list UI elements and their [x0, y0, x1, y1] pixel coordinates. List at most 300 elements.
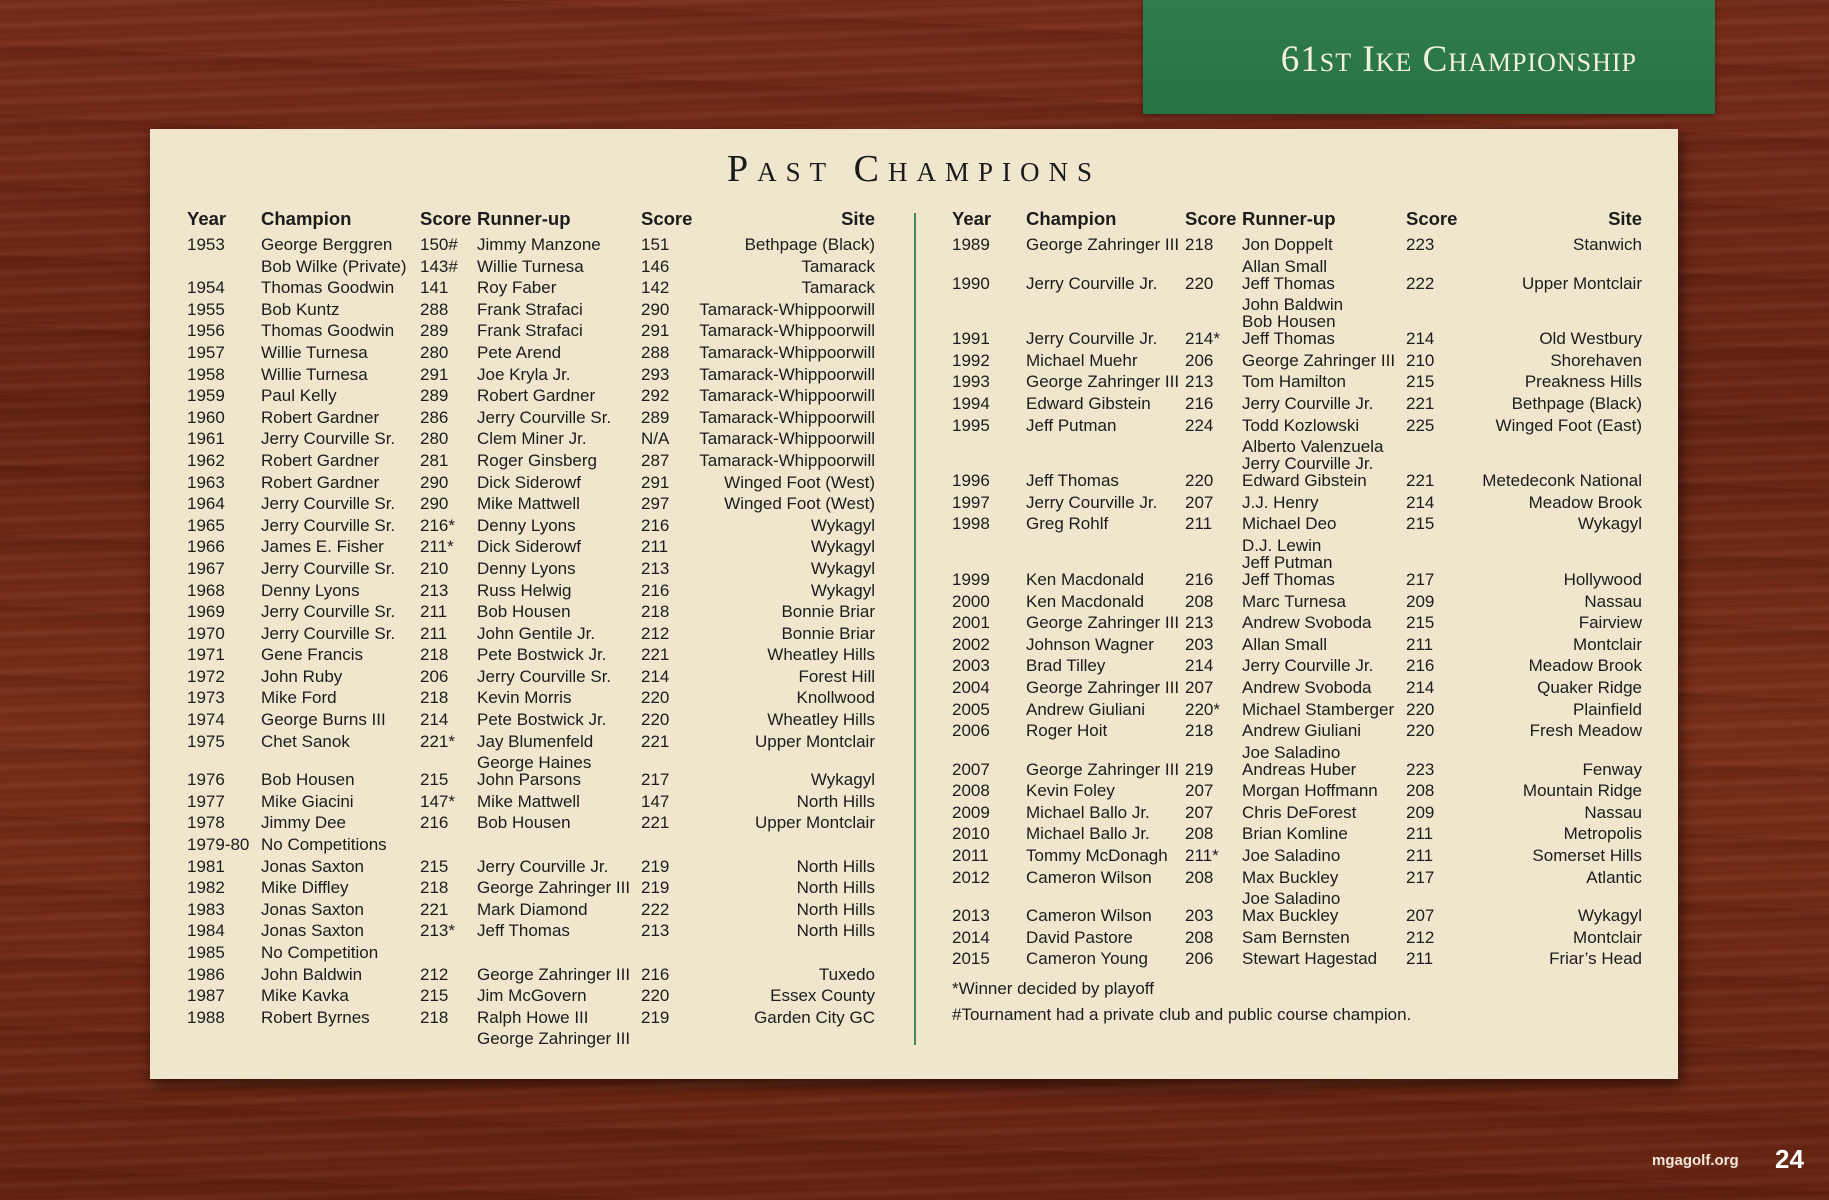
cell-year: 1995: [952, 415, 990, 435]
cell-champion: Jonas Saxton: [261, 899, 365, 919]
table-row: [187, 343, 875, 365]
table-row: [187, 900, 875, 922]
cell-site: Tamarack-Whippoorwill: [699, 299, 875, 319]
table-row: [187, 943, 875, 965]
cell-year: 2003: [952, 656, 990, 676]
cell-year: 2005: [952, 699, 990, 719]
header-champion: Champion: [261, 208, 352, 229]
table-row: [952, 570, 1642, 592]
table-row: [187, 792, 875, 814]
cell-runnerup-score: 223: [1406, 759, 1435, 779]
cell-year: 1975: [187, 731, 225, 751]
cell-runnerup: George Zahringer III: [477, 878, 631, 898]
cell-site: North Hills: [796, 921, 875, 941]
cell-runnerup: Jimmy Manzone: [477, 235, 601, 254]
table-row: [952, 493, 1642, 515]
cell-year: 1987: [187, 986, 225, 1006]
table-row: [187, 986, 875, 1008]
cell-site: Essex County: [770, 986, 875, 1006]
cell-site: North Hills: [796, 856, 875, 876]
cell-runnerup-score: 220: [1406, 699, 1435, 719]
cell-year: 1989: [952, 235, 990, 254]
cell-runnerup-score: 215: [1406, 613, 1435, 633]
cell-runnerup-score: 210: [1406, 350, 1435, 370]
cell-runnerup: Chris DeForest: [1242, 802, 1357, 822]
cell-score: 224: [1185, 415, 1214, 435]
cell-runnerup-score: 219: [641, 878, 670, 898]
cell-score: 218: [420, 878, 449, 898]
cell-runnerup: Jeff Thomas: [1242, 569, 1335, 589]
header-year: Year: [187, 208, 227, 229]
cell-score: 281: [420, 450, 449, 470]
cell-year: 1979-80: [187, 835, 250, 855]
table-row: [187, 386, 875, 408]
cell-score: 208: [1185, 927, 1214, 947]
table-row: [187, 473, 875, 495]
cell-site: Fresh Meadow: [1529, 721, 1642, 741]
cell-site: Tamarack-Whippoorwill: [699, 342, 875, 362]
cell-runnerup: Joe Saladino: [1242, 742, 1341, 762]
cell-year: 1983: [187, 899, 225, 919]
past-champions-card: [150, 129, 1678, 1079]
banner-title: 61st Ike Championship: [1280, 39, 1637, 80]
cell-champion: Mike Ford: [261, 688, 337, 708]
cell-site: Meadow Brook: [1528, 656, 1642, 676]
cell-champion: Cameron Young: [1026, 949, 1148, 969]
table-row: [952, 514, 1642, 536]
cell-runnerup: Allan Small: [1242, 634, 1328, 654]
cell-runnerup-score: 222: [1406, 273, 1435, 293]
cell-year: 1992: [952, 350, 990, 370]
footer-website: mgagolf.org: [1652, 1152, 1739, 1169]
cell-runnerup: Andreas Huber: [1242, 759, 1357, 779]
cell-year: 2002: [952, 634, 990, 654]
cell-runnerup: Russ Helwig: [477, 580, 572, 600]
cell-champion: Gene Francis: [261, 645, 364, 665]
cell-score: 208: [1185, 591, 1214, 611]
cell-runnerup-score: 213: [641, 558, 670, 578]
cell-champion: Jerry Courville Sr.: [261, 602, 396, 622]
cell-champion: Thomas Goodwin: [261, 278, 395, 298]
cell-runnerup: Mike Mattwell: [477, 791, 580, 811]
cell-year: 1962: [187, 450, 225, 470]
cell-runnerup: Dick Siderowf: [477, 537, 581, 557]
cell-year: 2012: [952, 867, 990, 887]
cell-site: Stanwich: [1573, 235, 1642, 254]
table-row: [187, 257, 875, 279]
cell-runnerup-score: 216: [641, 580, 670, 600]
cell-runnerup: Jay Blumenfeld: [477, 731, 594, 751]
cell-score: 214*: [1185, 329, 1220, 349]
cell-year: 1976: [187, 770, 225, 790]
cell-runnerup-score: 218: [641, 602, 670, 622]
cell-champion: Mike Diffley: [261, 878, 349, 898]
cell-score: 220: [1185, 471, 1214, 491]
cell-site: Somerset Hills: [1532, 846, 1642, 866]
cell-site: Knollwood: [796, 688, 875, 708]
cell-runnerup: Ralph Howe III: [477, 1007, 589, 1027]
cell-site: Winged Foot (East): [1495, 415, 1642, 435]
table-row: [187, 1029, 875, 1049]
cell-runnerup: Bob Housen: [477, 602, 571, 622]
cell-site: Nassau: [1584, 802, 1642, 822]
cell-site: Garden City GC: [754, 1007, 875, 1027]
cell-runnerup: John Gentile Jr.: [477, 623, 596, 643]
cell-score: 206: [420, 666, 449, 686]
cell-champion: Jerry Courville Jr.: [1026, 329, 1158, 349]
cell-champion: Robert Gardner: [261, 472, 380, 492]
cell-runnerup: Frank Strafaci: [477, 321, 583, 341]
header-site: Site: [1608, 208, 1642, 229]
cell-year: 1964: [187, 494, 225, 514]
cell-champion: Robert Gardner: [261, 450, 380, 470]
cell-champion: Jerry Courville Sr.: [261, 623, 396, 643]
cell-runnerup-score: 222: [641, 899, 670, 919]
cell-runnerup-score: 215: [1406, 372, 1435, 392]
cell-score: 289: [420, 321, 449, 341]
cell-champion: Thomas Goodwin: [261, 321, 395, 341]
cell-score: 213: [1185, 613, 1214, 633]
cell-runnerup-score: 219: [641, 1007, 670, 1027]
cell-year: 2004: [952, 677, 990, 697]
cell-year: 2014: [952, 927, 990, 947]
cell-runnerup-score: 288: [641, 342, 670, 362]
cell-score: 221: [420, 899, 449, 919]
cell-score: 207: [1185, 677, 1214, 697]
cell-champion: Jimmy Dee: [261, 813, 347, 833]
cell-runnerup: Robert Gardner: [477, 386, 596, 406]
cell-champion: George Berggren: [261, 235, 393, 254]
table-row: [952, 803, 1642, 825]
header-runnerup: Runner-up: [477, 208, 571, 229]
cell-champion: Cameron Wilson: [1026, 867, 1152, 887]
cell-score: 213: [420, 580, 449, 600]
cell-site: North Hills: [796, 791, 875, 811]
cell-year: 1971: [187, 645, 225, 665]
table-row: [187, 921, 875, 943]
cell-runnerup-score: 221: [641, 645, 670, 665]
table-row: [187, 321, 875, 343]
cell-runnerup: Jeff Putman: [1242, 552, 1333, 572]
cell-runnerup-score: 215: [1406, 514, 1435, 534]
cell-runnerup: Michael Stamberger: [1242, 699, 1395, 719]
cell-runnerup: Jeff Thomas: [477, 921, 570, 941]
cell-runnerup-score: 214: [641, 666, 670, 686]
cell-champion: Jonas Saxton: [261, 921, 365, 941]
cell-champion: Mike Giacini: [261, 791, 354, 811]
cell-runnerup: Andrew Giuliani: [1242, 721, 1362, 741]
cell-site: Tamarack-Whippoorwill: [699, 321, 875, 341]
table-row: [187, 878, 875, 900]
table-row: [187, 278, 875, 300]
cell-runnerup: Tom Hamilton: [1242, 372, 1346, 392]
cell-runnerup-score: 213: [641, 921, 670, 941]
cell-champion: Robert Byrnes: [261, 1007, 370, 1027]
cell-site: Wheatley Hills: [767, 645, 875, 665]
cell-champion: Jerry Courville Sr.: [261, 429, 396, 449]
cell-runnerup-score: 290: [641, 299, 670, 319]
cell-champion: George Zahringer III: [1026, 372, 1180, 392]
cell-site: Tamarack: [801, 278, 875, 298]
table-row: [187, 408, 875, 430]
cell-score: 150#: [420, 235, 458, 254]
cell-score: 221*: [420, 731, 455, 751]
cell-year: 1968: [187, 580, 225, 600]
cell-year: 1969: [187, 602, 225, 622]
cell-score: 218: [1185, 235, 1214, 254]
cell-champion: Michael Muehr: [1026, 350, 1138, 370]
cell-runnerup: Denny Lyons: [477, 515, 576, 535]
cell-score: 147*: [420, 791, 455, 811]
cell-score: 218: [1185, 721, 1214, 741]
cell-champion: Michael Ballo Jr.: [1026, 824, 1150, 844]
cell-site: Mountain Ridge: [1522, 781, 1642, 801]
cell-champion: Willie Turnesa: [261, 364, 368, 384]
cell-champion: Robert Gardner: [261, 407, 380, 427]
cell-year: 1996: [952, 471, 990, 491]
table-row: [952, 781, 1642, 803]
cell-champion: James E. Fisher: [261, 537, 384, 557]
cell-year: 1963: [187, 472, 225, 492]
cell-champion: George Zahringer III: [1026, 677, 1180, 697]
cell-score: 290: [420, 472, 449, 492]
cell-year: 1994: [952, 393, 990, 413]
cell-runnerup-score: 214: [1406, 677, 1435, 697]
cell-score: 290: [420, 494, 449, 514]
table-row: [952, 743, 1642, 760]
cell-year: 2015: [952, 949, 990, 969]
cell-runnerup-score: 221: [641, 813, 670, 833]
cell-champion: George Zahringer III: [1026, 613, 1180, 633]
cell-year: 1997: [952, 492, 990, 512]
cell-runnerup: Jerry Courville Sr.: [477, 407, 612, 427]
cell-runnerup-score: 225: [1406, 415, 1435, 435]
cell-site: Atlantic: [1586, 867, 1642, 887]
table-row: [952, 274, 1642, 296]
cell-site: Winged Foot (West): [724, 494, 875, 514]
cell-score: 220*: [1185, 699, 1220, 719]
table-row: [952, 928, 1642, 950]
cell-runnerup-score: 209: [1406, 802, 1435, 822]
header-runnerup: Runner-up: [1242, 208, 1336, 229]
cell-runnerup: Jon Doppelt: [1242, 235, 1333, 254]
cell-score: 219: [1185, 759, 1214, 779]
cell-runnerup-score: 217: [641, 770, 670, 790]
cell-score: 215: [420, 856, 449, 876]
cell-champion: Denny Lyons: [261, 580, 360, 600]
cell-year: 1961: [187, 429, 225, 449]
cell-score: 211: [1185, 514, 1213, 534]
cell-runnerup: Michael Deo: [1242, 514, 1337, 534]
table-header: [952, 209, 1642, 235]
cell-score: 289: [420, 386, 449, 406]
private-public-note: #Tournament had a private club and public course champion.: [952, 1005, 1412, 1025]
cell-runnerup-score: 221: [1406, 393, 1435, 413]
cell-score: 215: [420, 986, 449, 1006]
cell-champion: Roger Hoit: [1026, 721, 1108, 741]
championship-banner: [1143, 0, 1715, 114]
cell-champion: Jonas Saxton: [261, 856, 365, 876]
cell-score: 288: [420, 299, 449, 319]
cell-score: 218: [420, 688, 449, 708]
cell-runnerup-score: 209: [1406, 591, 1435, 611]
cell-runnerup-score: 217: [1406, 867, 1435, 887]
cell-runnerup: Joe Kryla Jr.: [477, 364, 571, 384]
cell-champion: Jerry Courville Sr.: [261, 494, 396, 514]
cell-runnerup: Sam Bernsten: [1242, 927, 1350, 947]
header-year: Year: [952, 208, 992, 229]
cell-runnerup: George Zahringer III: [477, 1029, 631, 1049]
table-row: [952, 868, 1642, 890]
cell-runnerup: Stewart Hagestad: [1242, 949, 1378, 969]
cell-champion: Kevin Foley: [1026, 781, 1115, 801]
cell-runnerup: Willie Turnesa: [477, 256, 584, 276]
table-row: [952, 656, 1642, 678]
table-row: [952, 592, 1642, 614]
table-row: [952, 329, 1642, 351]
cell-runnerup-score: 291: [641, 321, 670, 341]
cell-champion: John Baldwin: [261, 964, 363, 984]
cell-runnerup: Marc Turnesa: [1242, 591, 1346, 611]
table-row: [187, 235, 875, 257]
cell-runnerup-score: 289: [641, 407, 670, 427]
cell-year: 1960: [187, 407, 225, 427]
cell-score: 207: [1185, 492, 1214, 512]
cell-year: 1978: [187, 813, 225, 833]
cell-site: Upper Montclair: [1522, 273, 1642, 293]
cell-site: Fairview: [1578, 613, 1642, 633]
cell-year: 1958: [187, 364, 225, 384]
table-row: [952, 721, 1642, 743]
cell-runnerup: Jim McGovern: [477, 986, 587, 1006]
cell-year: 1967: [187, 558, 225, 578]
table-row: [187, 688, 875, 710]
right-table: [952, 209, 1642, 1031]
table-row: [952, 760, 1642, 782]
cell-runnerup: Jerry Courville Jr.: [1242, 454, 1374, 474]
cell-site: Montclair: [1573, 927, 1642, 947]
table-row: [187, 624, 875, 646]
header-score: Score: [420, 208, 472, 229]
cell-champion: Andrew Giuliani: [1026, 699, 1146, 719]
table-row: [952, 351, 1642, 373]
cell-score: 216: [420, 813, 449, 833]
table-row: [187, 537, 875, 559]
cell-year: 2010: [952, 824, 990, 844]
cell-runnerup-score: 216: [641, 964, 670, 984]
cell-site: Hollywood: [1563, 569, 1642, 589]
cell-champion: Johnson Wagner: [1026, 634, 1154, 654]
cell-runnerup: Dick Siderowf: [477, 472, 581, 492]
cell-site: Tuxedo: [818, 964, 875, 984]
cell-runnerup-score: N/A: [641, 429, 670, 449]
cell-runnerup: John Baldwin: [1242, 295, 1344, 315]
page-number: 24: [1775, 1144, 1804, 1174]
cell-champion: Jeff Putman: [1026, 415, 1117, 435]
cell-runnerup: Mark Diamond: [477, 899, 588, 919]
cell-score: 203: [1185, 634, 1214, 654]
cell-score: 218: [420, 1007, 449, 1027]
table-row: [952, 295, 1642, 315]
cell-runnerup-score: 212: [1406, 927, 1435, 947]
cell-runnerup: Pete Arend: [477, 342, 562, 362]
table-row: [952, 471, 1642, 493]
cell-site: Fenway: [1582, 759, 1642, 779]
cell-site: Tamarack-Whippoorwill: [699, 429, 875, 449]
cell-site: Preakness Hills: [1524, 372, 1642, 392]
cell-runnerup-score: 211: [1406, 634, 1434, 654]
cell-runnerup-score: 214: [1406, 329, 1435, 349]
cell-year: 1984: [187, 921, 225, 941]
cell-runnerup-score: 147: [641, 791, 670, 811]
cell-site: North Hills: [796, 878, 875, 898]
table-row: [952, 889, 1642, 909]
cell-champion: Jerry Courville Jr.: [1026, 492, 1158, 512]
cell-runnerup-score: 146: [641, 256, 670, 276]
cell-year: 1959: [187, 386, 225, 406]
table-row: [952, 824, 1642, 846]
cell-runnerup: George Zahringer III: [1242, 350, 1396, 370]
cell-champion: Chet Sanok: [261, 731, 350, 751]
cell-site: Winged Foot (West): [724, 472, 875, 492]
table-row: [187, 451, 875, 473]
cell-champion: Tommy McDonagh: [1026, 846, 1168, 866]
header-score: Score: [1185, 208, 1237, 229]
table-row: [187, 602, 875, 624]
cell-score: 211*: [420, 537, 454, 557]
cell-champion: Bob Housen: [261, 770, 355, 790]
cell-runnerup-score: 207: [1406, 906, 1435, 926]
cell-year: 1966: [187, 537, 225, 557]
cell-champion: Jerry Courville Sr.: [261, 558, 396, 578]
cell-year: 1965: [187, 515, 225, 535]
table-row: [187, 732, 875, 754]
table-row: [952, 536, 1642, 553]
cell-runnerup-score: 219: [641, 856, 670, 876]
cell-year: 2000: [952, 591, 990, 611]
cell-champion: Mike Kavka: [261, 986, 349, 1006]
cell-runnerup-score: 221: [1406, 471, 1435, 491]
cell-site: Tamarack-Whippoorwill: [699, 450, 875, 470]
cell-year: 1953: [187, 235, 225, 254]
cell-site: Wykagyl: [1577, 906, 1642, 926]
cell-score: 208: [1185, 867, 1214, 887]
cell-site: Tamarack-Whippoorwill: [699, 386, 875, 406]
cell-champion: Cameron Wilson: [1026, 906, 1152, 926]
cell-year: 2007: [952, 759, 990, 779]
table-row: [187, 365, 875, 387]
cell-runnerup-score: 142: [641, 278, 670, 298]
cell-year: 2009: [952, 802, 990, 822]
cell-year: 1985: [187, 943, 225, 962]
table-row: [187, 813, 875, 835]
cell-runnerup-score: 293: [641, 364, 670, 384]
cell-runnerup: Jeff Thomas: [1242, 273, 1335, 293]
cell-score: 280: [420, 429, 449, 449]
cell-runnerup-score: 216: [1406, 656, 1435, 676]
cell-runnerup: Edward Gibstein: [1242, 471, 1367, 491]
cell-site: Bethpage (Black): [744, 235, 875, 254]
cell-runnerup: John Parsons: [477, 770, 581, 790]
cell-score: 215: [420, 770, 449, 790]
cell-runnerup-score: 211: [1406, 846, 1434, 866]
cell-year: 1977: [187, 791, 225, 811]
cell-champion: Bob Kuntz: [261, 299, 340, 319]
cell-score: 211*: [1185, 846, 1219, 866]
cell-score: 203: [1185, 906, 1214, 926]
cell-runnerup: Kevin Morris: [477, 688, 572, 708]
cell-champion: John Ruby: [261, 666, 343, 686]
